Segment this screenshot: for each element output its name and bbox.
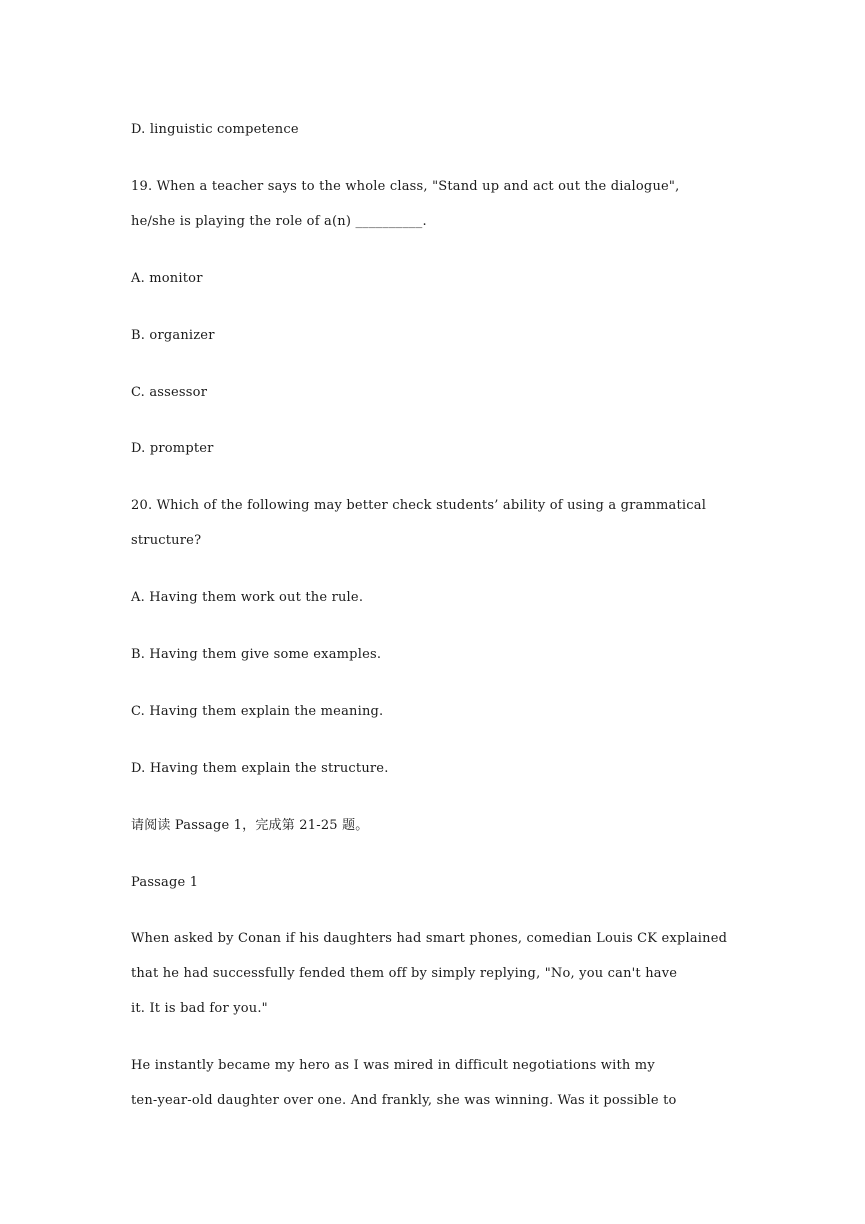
q20-option-a: A. Having them work out the rule. [131,590,364,605]
passage-para1-line3: it. It is bad for you." [131,1001,268,1016]
passage-para1-line2: that he had successfully fended them off by simply replying, "No, you can't have [131,966,678,981]
passage-title: Passage 1 [131,875,199,890]
reading-instruction: 请阅读 Passage 1，完成第 21-25 题。 [131,818,369,833]
passage-para1-line1: When asked by Conan if his daughters had smart phones, comedian Louis CK explained [131,931,728,946]
passage-para2-line1: He instantly became my hero as I was mired in difficult negotiations with my [131,1058,655,1073]
q20-option-b: B. Having them give some examples. [131,647,382,662]
q20-option-d: D. Having them explain the structure. [131,761,389,776]
q20-stem-line2: structure? [131,533,202,548]
q19-option-c: C. assessor [131,385,208,400]
q19-stem-line2: he/she is playing the role of a(n) __________. [131,214,427,229]
passage-para2-line2: ten-year-old daughter over one. And frankly, she was winning. Was it possible to [131,1093,677,1108]
q20-option-c: C. Having them explain the meaning. [131,704,384,719]
q20-stem-line1: 20. Which of the following may better check students’ ability of using a grammatical [131,498,707,513]
q19-option-a: A. monitor [131,271,203,286]
q18-option-d: D. linguistic competence [131,122,299,137]
q19-option-b: B. organizer [131,328,215,343]
q19-stem-line1: 19. When a teacher says to the whole class, "Stand up and act out the dialogue", [131,179,680,194]
q19-option-d: D. prompter [131,441,214,456]
